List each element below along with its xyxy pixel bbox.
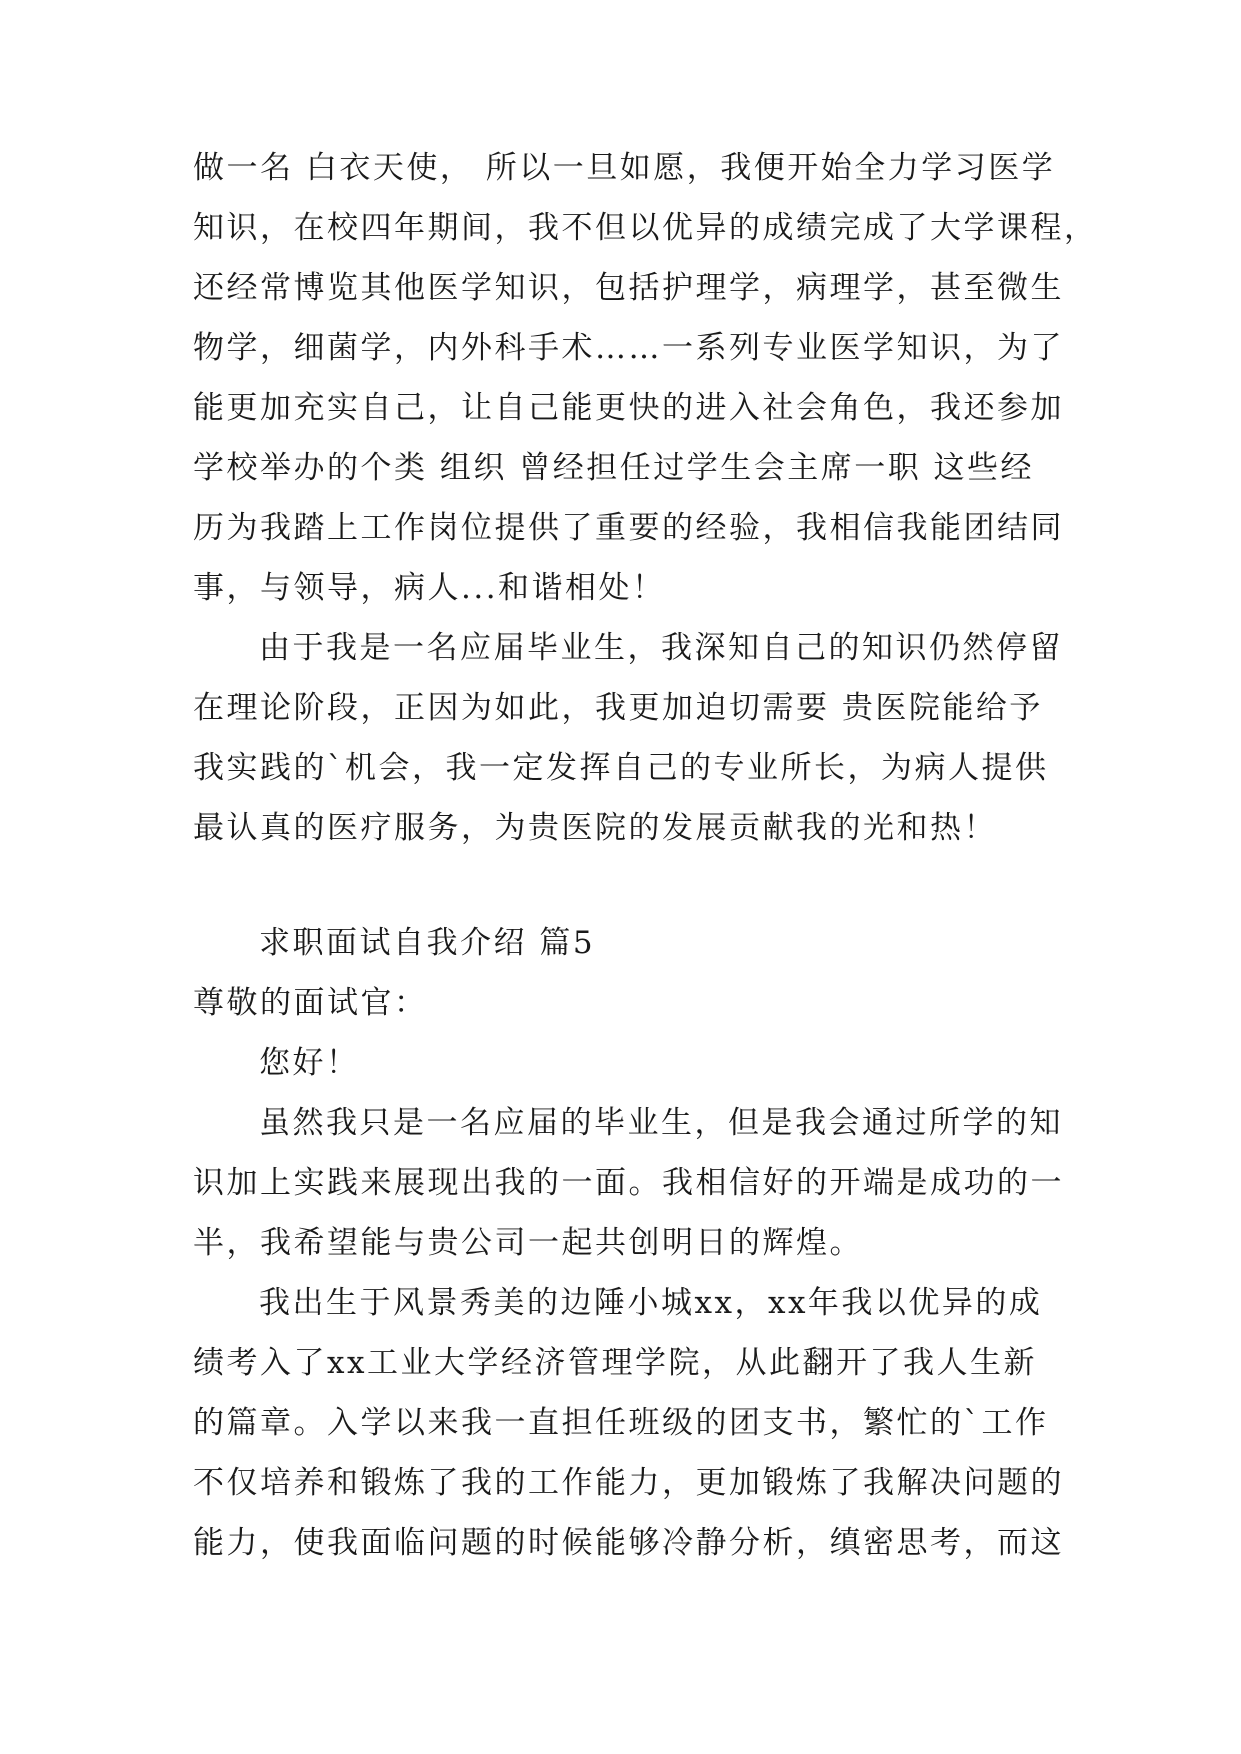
paragraph-line: 我出生于风景秀美的边陲小城xx，xx年我以优异的成 (259, 1285, 1043, 1321)
salutation: 尊敬的面试官： (193, 985, 428, 1021)
paragraph-line: 还经常博览其他医学知识，包括护理学，病理学，甚至微生 (193, 270, 1064, 306)
greeting: 您好！ (259, 1045, 360, 1081)
paragraph-line: 做一名 白衣天使， 所以一旦如愿，我便开始全力学习医学 (193, 150, 1056, 186)
paragraph-line: 半，我希望能与贵公司一起共创明日的辉煌。 (193, 1225, 863, 1261)
paragraph-line: 我实践的`机会，我一定发挥自己的专业所长，为病人提供 (193, 750, 1049, 786)
paragraph-line: 由于我是一名应届毕业生，我深知自己的知识仍然停留 (259, 630, 1063, 666)
paragraph-line: 虽然我只是一名应届的毕业生，但是我会通过所学的知 (259, 1105, 1063, 1141)
section-heading: 求职面试自我介绍 篇5 (259, 925, 596, 961)
paragraph-line: 的篇章。入学以来我一直担任班级的团支书，繁忙的`工作 (193, 1405, 1049, 1441)
paragraph-line: 知识，在校四年期间，我不但以优异的成绩完成了大学课程， (193, 210, 1098, 246)
paragraph-line: 识加上实践来展现出我的一面。我相信好的开端是成功的一 (193, 1165, 1064, 1201)
paragraph-line: 能力，使我面临问题的时候能够冷静分析，缜密思考，而这 (193, 1525, 1064, 1561)
paragraph-line: 绩考入了xx工业大学经济管理学院，从此翻开了我人生新 (193, 1345, 1037, 1381)
paragraph-line: 不仅培养和锻炼了我的工作能力，更加锻炼了我解决问题的 (193, 1465, 1064, 1501)
paragraph-line: 最认真的医疗服务，为贵医院的发展贡献我的光和热！ (193, 810, 997, 846)
paragraph-line: 物学，细菌学，内外科手术……一系列专业医学知识，为了 (193, 330, 1064, 366)
paragraph-line: 事，与领导，病人...和谐相处！ (193, 570, 666, 606)
paragraph-line: 能更加充实自己，让自己能更快的进入社会角色，我还参加 (193, 390, 1064, 426)
paragraph-line: 历为我踏上工作岗位提供了重要的经验，我相信我能团结同 (193, 510, 1064, 546)
paragraph-line: 学校举办的个类 组织 曾经担任过学生会主席一职 这些经 (193, 450, 1035, 486)
paragraph-line: 在理论阶段，正因为如此，我更加迫切需要 贵医院能给予 (193, 690, 1043, 726)
